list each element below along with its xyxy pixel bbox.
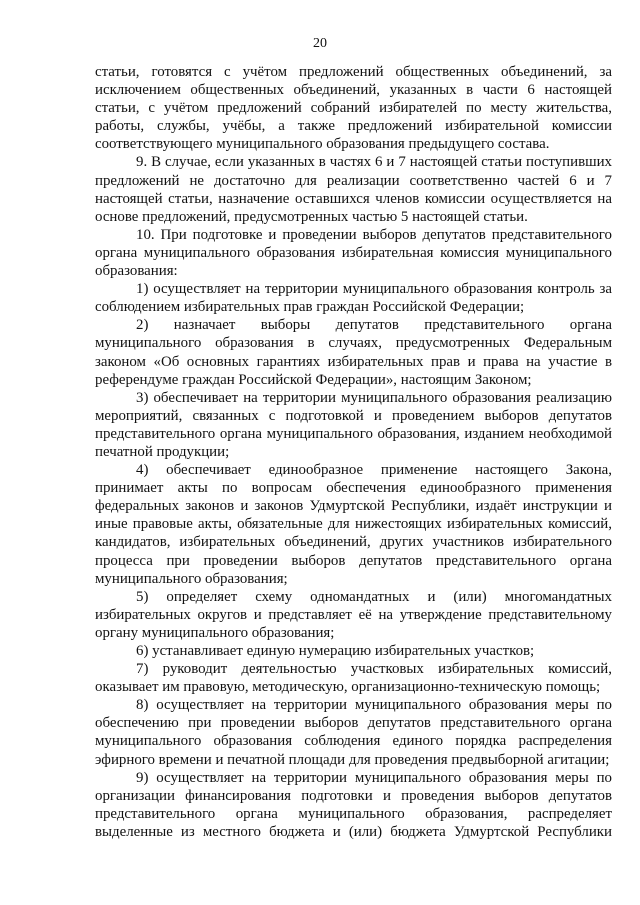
subitem-5: 5) определяет схему одномандатных и (или) многомандатных избирательных округов и представляет её на утверждение представительному органу муниципального образования;	[95, 588, 612, 641]
subitem-7: 7) руководит деятельностью участковых избирательных комиссий, оказывает им правовую, методическую, организационно-техническую помощь;	[95, 661, 612, 696]
subitem-1: 1) осуществляет на территории муниципального образования контроль за соблюдением избирательных прав граждан Российской Федерации;	[95, 281, 612, 316]
paragraph-item-10: 10. При подготовке и проведении выборов депутатов представительного органа муниципального образования избирательная комиссия муниципального образования:	[95, 226, 612, 280]
paragraph-continuation: статьи, готовятся с учётом предложений общественных объединений, за исключением общественных объединений, указанных в части 6 настоящей статьи, с учётом предложений собраний избирателей по месту жительства, работы, службы, учёбы, а также предложений избирательной комиссии соответствующего муниципального образования предыдущего состава.	[95, 64, 612, 153]
subitem-4: 4) обеспечивает единообразное применение настоящего Закона, принимает акты по вопросам обеспечения единообразного применения федеральных законов и законов Удмуртской Республики, издаёт инструкции и иные правовые акты, обязательные для нижестоящих избирательных комиссий, кандидатов, избирательных объединений, других участников избирательного процесса при проведении выборов депутатов представительного органа муниципального образования;	[95, 462, 612, 587]
subitem-3: 3) обеспечивает на территории муниципального образования реализацию мероприятий, связанных с подготовкой и проведением выборов депутатов представительного органа муниципального образования, изданием необходимой печатной продукции;	[95, 389, 612, 460]
subitem-6: 6) устанавливает единую нумерацию избирательных участков;	[136, 643, 535, 659]
paragraph-item-9: 9. В случае, если указанных в частях 6 и 7 настоящей статьи поступивших предложений не достаточно для реализации соответственно частей 6 и 7 настоящей статьи, назначение оставшихся членов комиссии осуществляется на основе предложений, предусмотренных частью 5 настоящей статьи.	[95, 154, 612, 225]
subitem-2: 2) назначает выборы депутатов представительного органа муниципального образования в случаях, предусмотренных Федеральным законом «Об основных гарантиях избирательных прав и права на участие в референдуме граждан Российской Федерации», настоящим Законом;	[95, 317, 612, 388]
subitem-8: 8) осуществляет на территории муниципального образования меры по обеспечению при проведении выборов депутатов представительного органа муниципального образования соблюдения единого порядка распределения эфирного времени и печатной площади для проведения предвыборной агитации;	[95, 697, 612, 768]
subitem-9: 9) осуществляет на территории муниципального образования меры по организации финансирования подготовки и проведения выборов депутатов представительного органа муниципального образования, распределяет выделенные из местного бюджета и (или) бюджета Удмуртской Республики	[95, 769, 612, 840]
document-body	[95, 63, 612, 841]
page-number: 20	[313, 36, 327, 51]
